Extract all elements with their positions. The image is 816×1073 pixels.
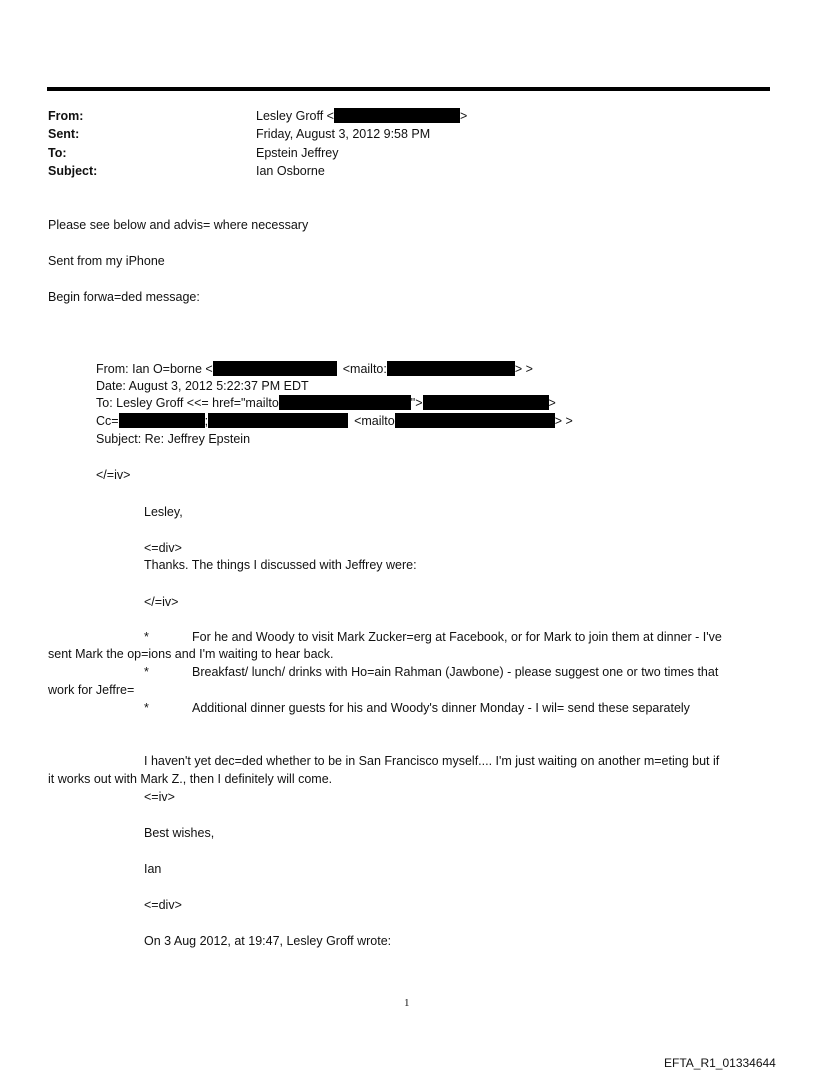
fwd-to-prefix: To: Lesley Groff <<= href="mailto [96, 396, 279, 410]
fwd-close-div: </=iv> [96, 468, 131, 482]
div-open: <=div> [144, 541, 182, 555]
subject-label: Subject: [48, 164, 98, 178]
fwd-cc-suffix: > > [554, 414, 573, 428]
greeting: Lesley, [144, 505, 183, 519]
redaction-box [395, 413, 555, 428]
redaction-box [334, 108, 460, 123]
from-suffix: > [459, 109, 468, 123]
fwd-from [96, 361, 533, 377]
fwd-cc-prefix: Cc= [96, 414, 119, 428]
sent-label: Sent: [48, 127, 80, 141]
fwd-cc [96, 413, 573, 429]
fwd-from-prefix: From: Ian O=borne < [96, 362, 213, 376]
item-2-line-a: Breakfast/ lunch/ drinks with Ho=ain Rahman (Jawbone) - please suggest one or two times that [192, 665, 719, 679]
fwd-to-mid: "> [410, 396, 423, 410]
bullet-1: * [144, 630, 149, 644]
from-name: Lesley Groff < [256, 109, 334, 123]
from-label: From: [48, 109, 84, 123]
subject-value: Ian Osborne [256, 164, 325, 178]
redaction-box [387, 361, 515, 376]
page-number: 1 [404, 997, 410, 1009]
best-wishes: Best wishes, [144, 826, 215, 840]
item-1-line-a: For he and Woody to visit Mark Zucker=erg at Facebook, or for Mark to join them at dinner - I've [192, 630, 722, 644]
item-3-line: Additional dinner guests for his and Woody's dinner Monday - I wil= send these separately [192, 701, 690, 715]
fwd-cc-mailto: <mailto [354, 414, 395, 428]
redaction-box [119, 413, 205, 428]
fwd-date: Date: August 3, 2012 5:22:37 PM EDT [96, 379, 309, 393]
fwd-to [96, 395, 556, 411]
body-line-advise: Please see below and advis= where necessary [48, 218, 309, 232]
to-label: To: [48, 146, 67, 160]
item-2-line-b: work for Jeffre= [48, 683, 135, 697]
body-line-forwarded: Begin forwa=ded message: [48, 290, 200, 304]
sent-value: Friday, August 3, 2012 9:58 PM [256, 127, 431, 141]
from-value [256, 108, 467, 124]
redaction-box [279, 395, 411, 410]
body-line-iphone: Sent from my iPhone [48, 254, 165, 268]
fwd-from-suffix: > > [514, 362, 533, 376]
iv-tag: <=iv> [144, 790, 175, 804]
header-rule [47, 87, 770, 91]
fwd-subject: Subject: Re: Jeffrey Epstein [96, 432, 251, 446]
signature-name: Ian [144, 862, 162, 876]
div-tag: <=div> [144, 898, 182, 912]
document-id: EFTA_R1_01334644 [664, 1056, 776, 1070]
redaction-box [208, 413, 348, 428]
quote-intro: On 3 Aug 2012, at 19:47, Lesley Groff wrote: [144, 934, 392, 948]
bullet-2: * [144, 665, 149, 679]
item-1-line-b: sent Mark the op=ions and I'm waiting to hear back. [48, 647, 334, 661]
fwd-to-suffix: > [548, 396, 556, 410]
thanks-line: Thanks. The things I discussed with Jeffrey were: [144, 558, 417, 572]
fwd-cc-semicolon: ; [204, 414, 209, 428]
para-line-a: I haven't yet dec=ded whether to be in San Francisco myself.... I'm just waiting on another m=eting but if [144, 754, 720, 768]
div-close: </=iv> [144, 595, 179, 609]
redaction-box [423, 395, 549, 410]
para-line-b: it works out with Mark Z., then I definitely will come. [48, 772, 333, 786]
to-value: Epstein Jeffrey [256, 146, 339, 160]
redaction-box [213, 361, 337, 376]
bullet-3: * [144, 701, 149, 715]
fwd-from-mailto: <mailto: [342, 362, 387, 376]
